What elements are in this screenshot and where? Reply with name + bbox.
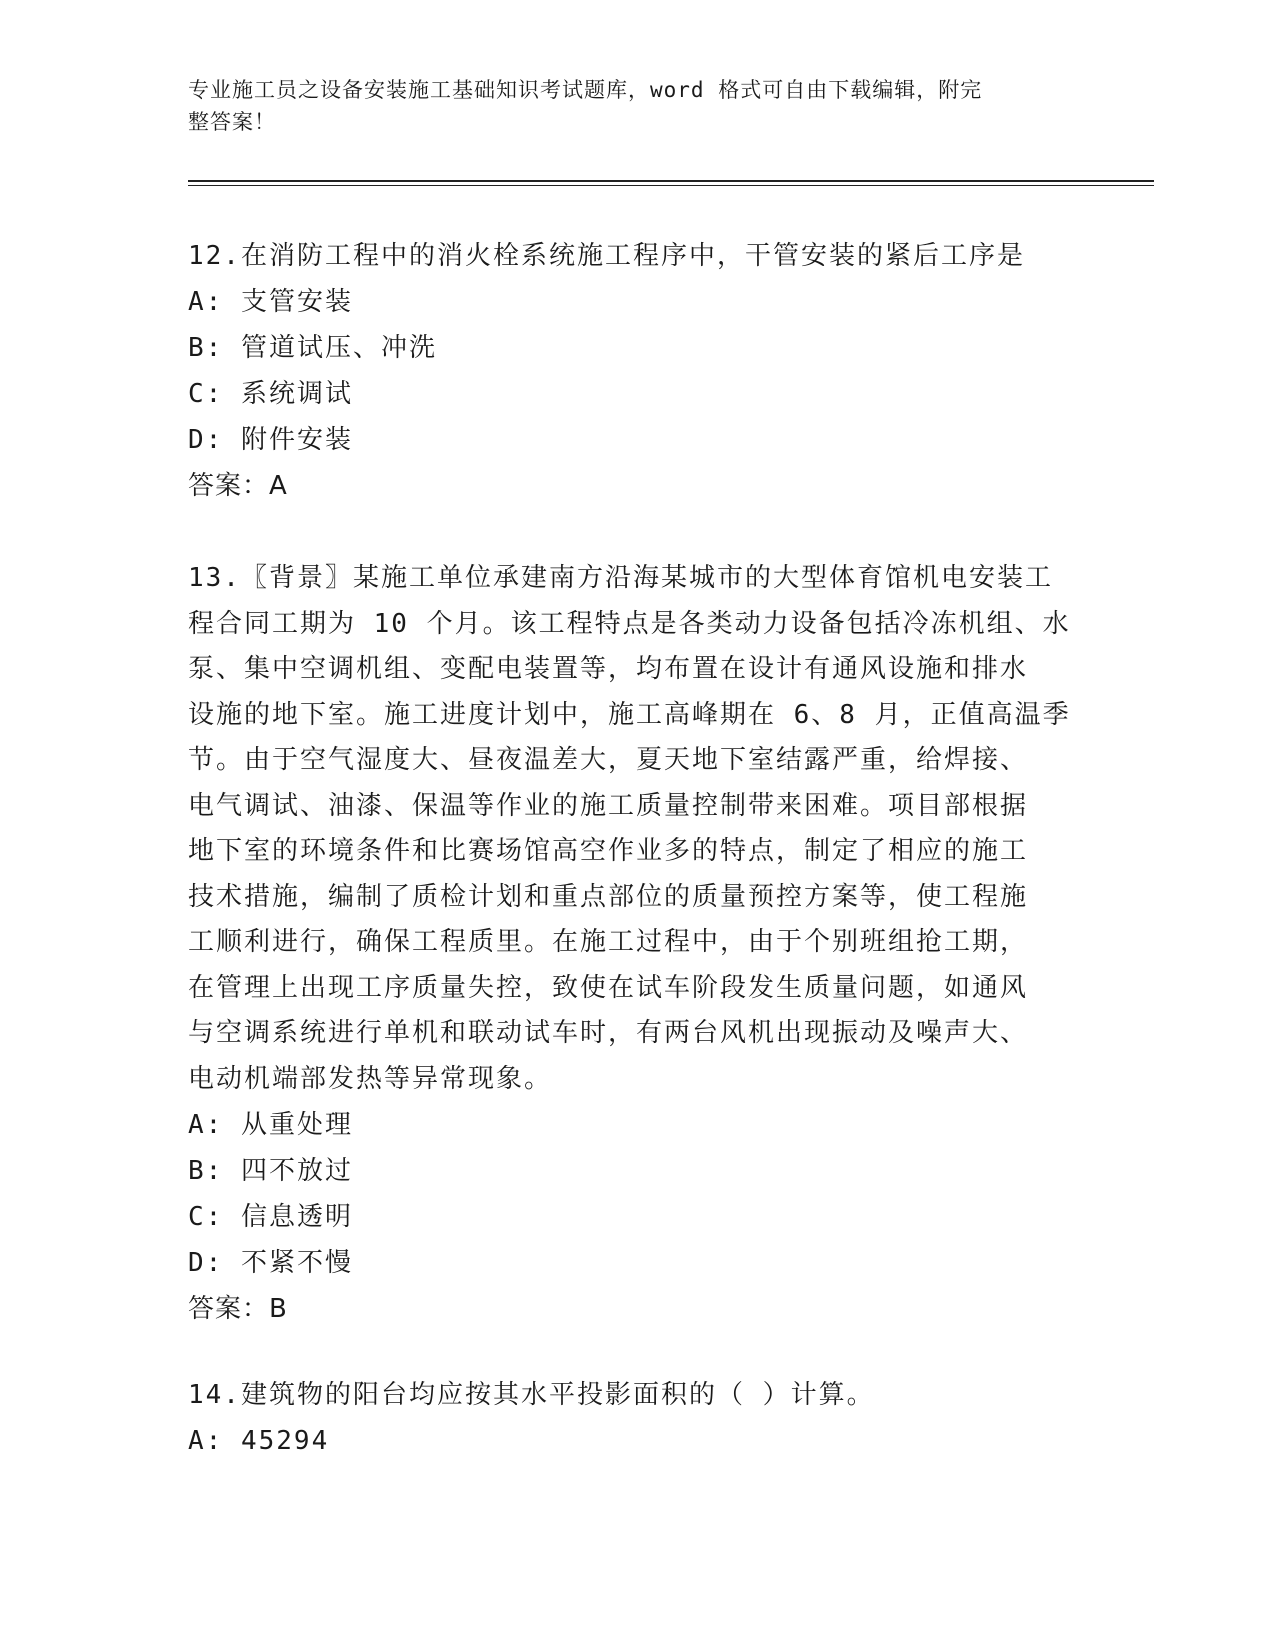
header-line-2: 整答案！ [188,110,276,134]
header-divider-thin [188,185,1154,186]
stem-line: 电动机端部发热等异常现象。 [188,1063,553,1094]
option-a: A: 从重处理 [188,1110,353,1140]
option-a: A: 支管安装 [188,287,353,317]
stem-line: 泵、集中空调机组、变配电装置等，均布置在设计有通风设施和排水 [188,654,1029,684]
question-stem: 14.建筑物的阳台均应按其水平投影面积的（ ）计算。 [188,1380,875,1410]
stem-line: 技术措施，编制了质检计划和重点部位的质量预控方案等，使工程施 [188,881,1029,912]
answer-line: 答案：B [188,1294,288,1324]
question-13 [188,556,1078,1332]
answer-line: 答案：A [188,471,288,501]
header-line-1: 专业施工员之设备安装施工基础知识考试题库，word 格式可自由下载编辑，附完 [188,78,983,102]
question-12 [188,233,1078,509]
question-stem: 12.在消防工程中的消火栓系统施工程序中，干管安装的紧后工序是 [188,241,1025,271]
question-stem [188,556,1078,1102]
stem-line: 地下室的环境条件和比赛场馆高空作业多的特点，制定了相应的施工 [188,836,1029,866]
option-a: A: 45294 [188,1426,330,1456]
stem-line: 工顺利进行，确保工程质里。在施工过程中，由于个别班组抢工期， [188,927,1029,957]
stem-line: 13.〖背景〗某施工单位承建南方沿海某城市的大型体育馆机电安装工 [188,563,1053,593]
question-14 [188,1372,1078,1464]
option-c: C: 系统调试 [188,379,353,409]
document-header [188,74,1078,138]
option-c: C: 信息透明 [188,1202,353,1232]
option-d: D: 附件安装 [188,425,353,455]
stem-line: 与空调系统进行单机和联动试车时，有两台风机出现振动及噪声大、 [188,1018,1029,1048]
stem-line: 在管理上出现工序质量失控，致使在试车阶段发生质量问题，如通风 [188,972,1029,1003]
option-d: D: 不紧不慢 [188,1248,353,1278]
stem-line: 程合同工期为 10 个月。该工程特点是各类动力设备包括冷冻机组、水 [188,608,1071,639]
option-b: B: 四不放过 [188,1156,353,1186]
option-b: B: 管道试压、冲洗 [188,333,437,363]
header-divider-thick [188,180,1154,182]
stem-line: 节。由于空气湿度大、昼夜温差大，夏天地下室结露严重，给焊接、 [188,745,1029,775]
stem-line: 设施的地下室。施工进度计划中，施工高峰期在 6、8 月，正值高温季 [188,699,1071,730]
stem-line: 电气调试、油漆、保温等作业的施工质量控制带来困难。项目部根据 [188,790,1029,821]
